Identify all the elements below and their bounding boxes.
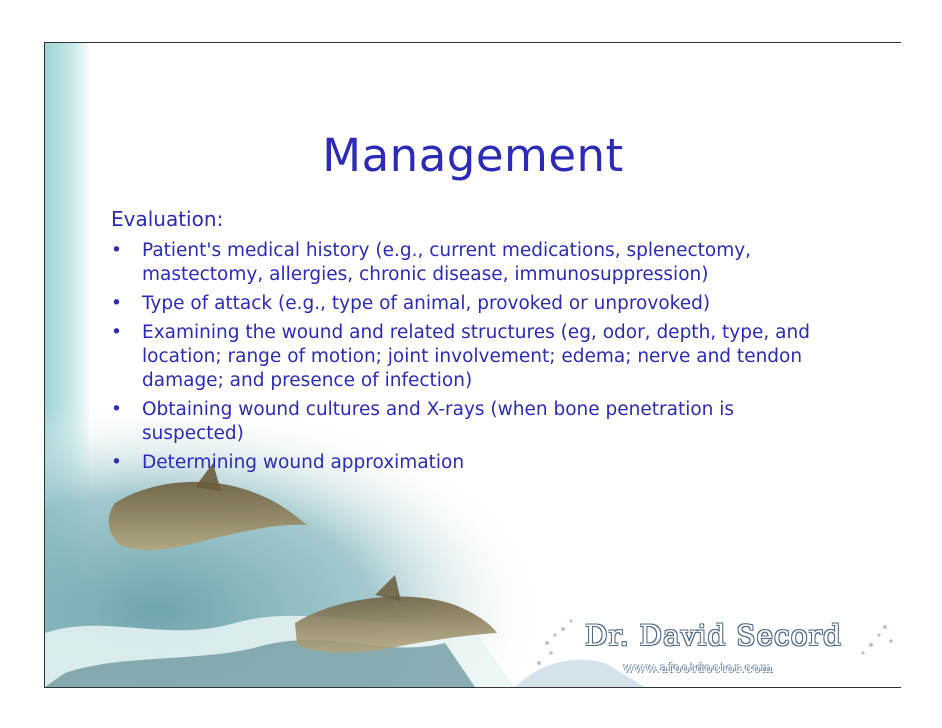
brand-logo-text: Dr. David Secord [585, 619, 842, 652]
list-item [111, 398, 811, 446]
list-item [111, 321, 811, 393]
list-item [111, 451, 811, 475]
slide-title: Management [322, 129, 624, 182]
bullet-marker: • [111, 240, 122, 261]
bullet-list [111, 239, 811, 480]
list-item [111, 292, 811, 316]
bullet-text: Examining the wound and related structures (eg, odor, depth, type, and location; range of motion; joint involvement; edema; nerve and tendon damage; and presence of infection) [142, 322, 810, 391]
bullet-marker: • [111, 452, 122, 473]
list-item [111, 239, 811, 287]
bullet-text: Obtaining wound cultures and X-rays (when bone penetration is suspected) [142, 399, 735, 444]
section-heading: Evaluation: [111, 207, 224, 231]
bullet-marker: • [111, 399, 122, 420]
slide [44, 42, 901, 688]
bullet-text: Patient's medical history (e.g., current medications, splenectomy, mastectomy, allergies, chronic disease, immunosuppression) [142, 240, 752, 285]
bullet-text: Type of attack (e.g., type of animal, provoked or unprovoked) [142, 293, 711, 314]
bullet-marker: • [111, 322, 122, 343]
bullet-marker: • [111, 293, 122, 314]
bullet-text: Determining wound approximation [142, 452, 465, 473]
brand-url: www.afootdoctor.com [623, 661, 774, 675]
